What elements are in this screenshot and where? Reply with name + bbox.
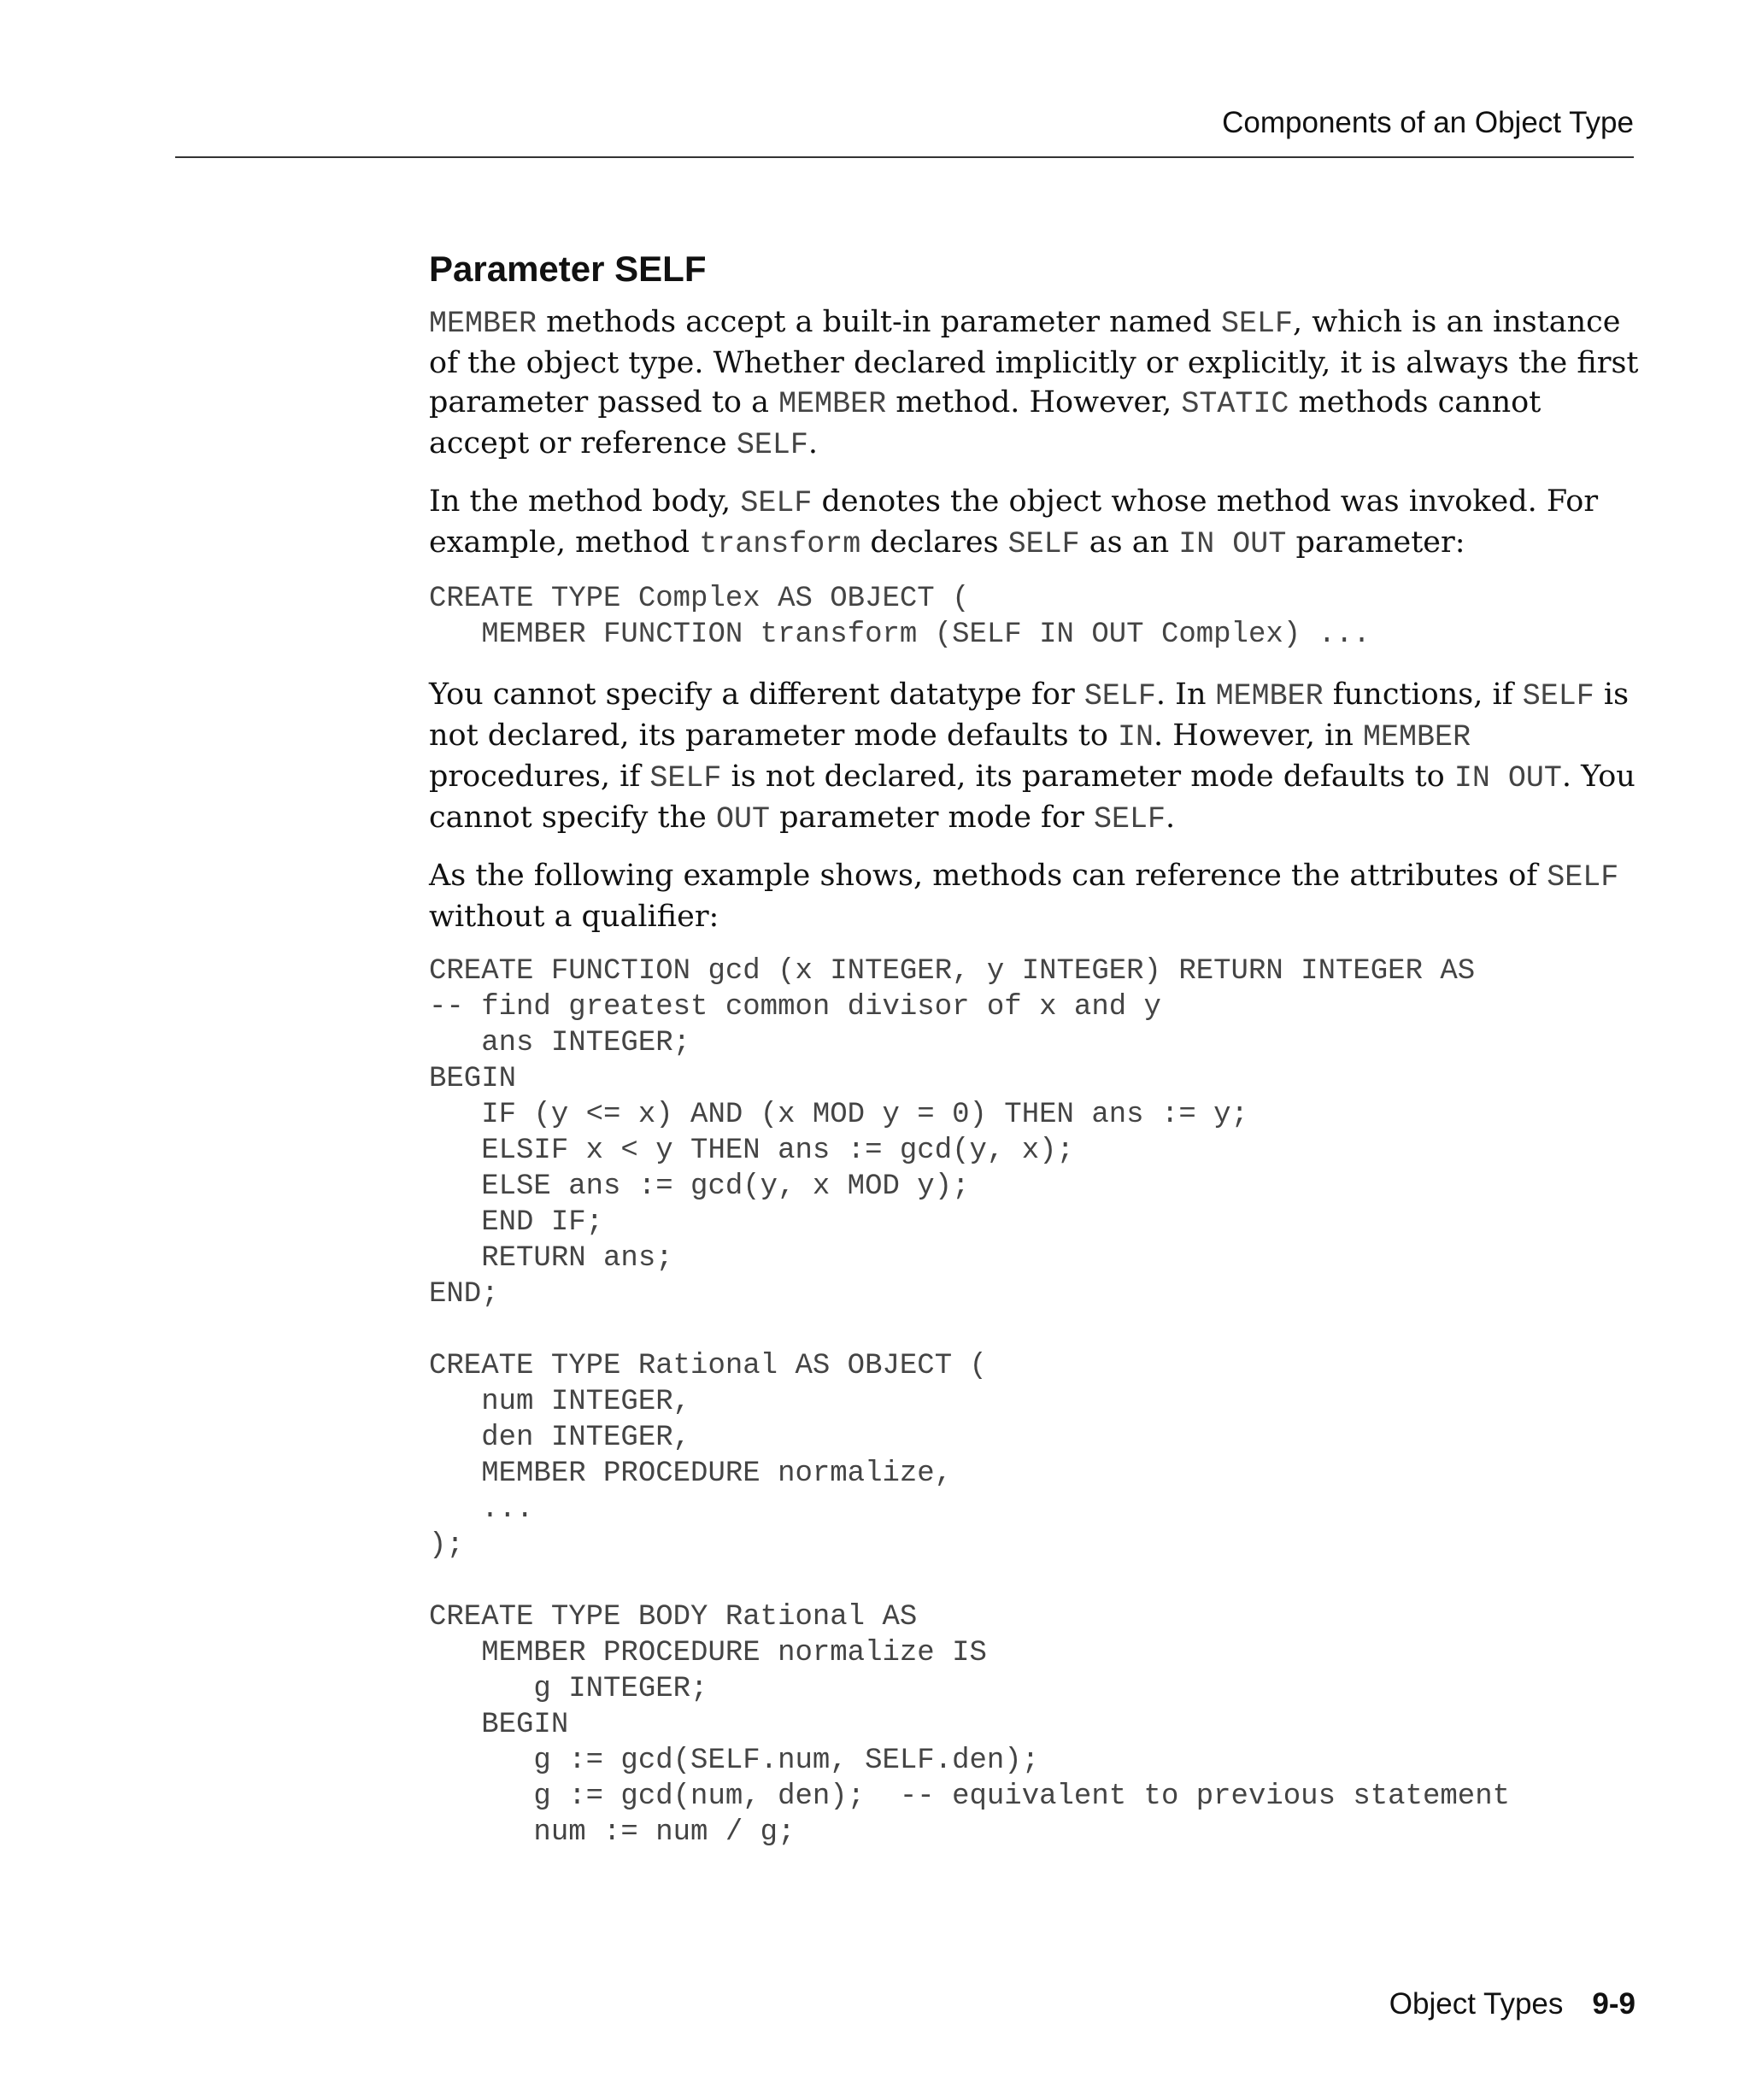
page-number: 9-9 [1592,1987,1635,2021]
text-run: . You cannot specify the [429,760,1635,836]
code-term: MEMBER [429,307,537,342]
code-term: SELF [1083,679,1156,714]
code-term: SELF [1007,527,1080,562]
code-term: SELF [649,761,722,796]
text-run: method. However, [886,385,1182,420]
text-run: procedures, if [429,760,650,795]
section-title: Parameter SELF [429,249,707,289]
text-run: as an [1079,525,1179,560]
header-rule [175,156,1634,158]
code-term: IN OUT [1178,527,1287,562]
code-term: SELF [1220,307,1293,342]
page-footer [1389,1987,1635,2021]
code-term: transform [699,527,861,562]
code-term: SELF [1093,802,1166,837]
paragraph-1 [429,302,1642,465]
code-term: SELF [1522,679,1594,714]
code-term: MEMBER [1363,720,1471,755]
text-run: , which is an instance of the object type. Whether declared implicitly or explicitly, it is always the first parameter passed to a [429,305,1639,420]
text-run: is not declared, its parameter mode defaults to [429,678,1630,754]
text-run: methods accept a built-in parameter named [537,305,1221,340]
text-run: without a qualifier: [429,900,719,935]
code-term: SELF [736,428,808,463]
code-term: IN [1118,720,1154,755]
footer-chapter: Object Types [1389,1987,1564,2021]
text-run: denotes the object whose method was invoked. For example, method [429,484,1599,560]
text-run: . However, in [1154,719,1364,754]
code-term: MEMBER [778,387,887,422]
code-term: MEMBER [1215,679,1324,714]
text-run: parameter: [1286,525,1465,560]
page-content [429,248,1642,1873]
text-run: is not declared, its parameter mode defaults to [721,760,1454,795]
paragraph-4 [429,856,1642,936]
text-run: declares [860,525,1008,560]
text-run: In the method body, [429,484,741,519]
code-example-complex: CREATE TYPE Complex AS OBJECT ( MEMBER FUNCTION transform (SELF IN OUT Complex) ... [429,583,1371,652]
text-run: . In [1155,678,1216,713]
code-example-gcd-rational: CREATE FUNCTION gcd (x INTEGER, y INTEGER) RETURN INTEGER AS -- find greatest common divisor of x and y ans INTEGER; BEGIN IF (y <= x) AND (x MOD y = 0) THEN ans := y; ELSIF x < y THEN ans := gcd(y, x); ELSE ans := gcd(y, x MOD y); END IF; RETURN ans; END; CREATE TYPE Rational AS OBJECT ( num INTEGER, den INTEGER, MEMBER PROCEDURE normalize, ... ); CREATE TYPE BODY Rational AS MEMBER PROCEDURE normalize IS g INTEGER; BEGIN g := gcd(SELF.num, SELF.den); g := gcd(num, den); -- equivalent to previous statement num := num / g; [429,955,1511,1850]
code-term: SELF [740,486,813,521]
code-term: OUT [716,802,771,837]
text-run: You cannot specify a different datatype for [429,678,1084,713]
paragraph-3 [429,675,1642,839]
text-run: . [1165,801,1176,836]
text-run: parameter mode for [770,801,1094,836]
text-run: As the following example shows, methods can reference the attributes of [429,859,1547,894]
paragraph-2 [429,482,1642,564]
code-term: IN OUT [1453,761,1562,796]
code-term: STATIC [1181,387,1289,422]
text-run: methods cannot accept or reference [429,385,1542,461]
code-term: SELF [1547,860,1619,895]
running-header: Components of an Object Type [1222,106,1634,139]
text-run: . [807,426,818,461]
text-run: functions, if [1323,678,1523,713]
